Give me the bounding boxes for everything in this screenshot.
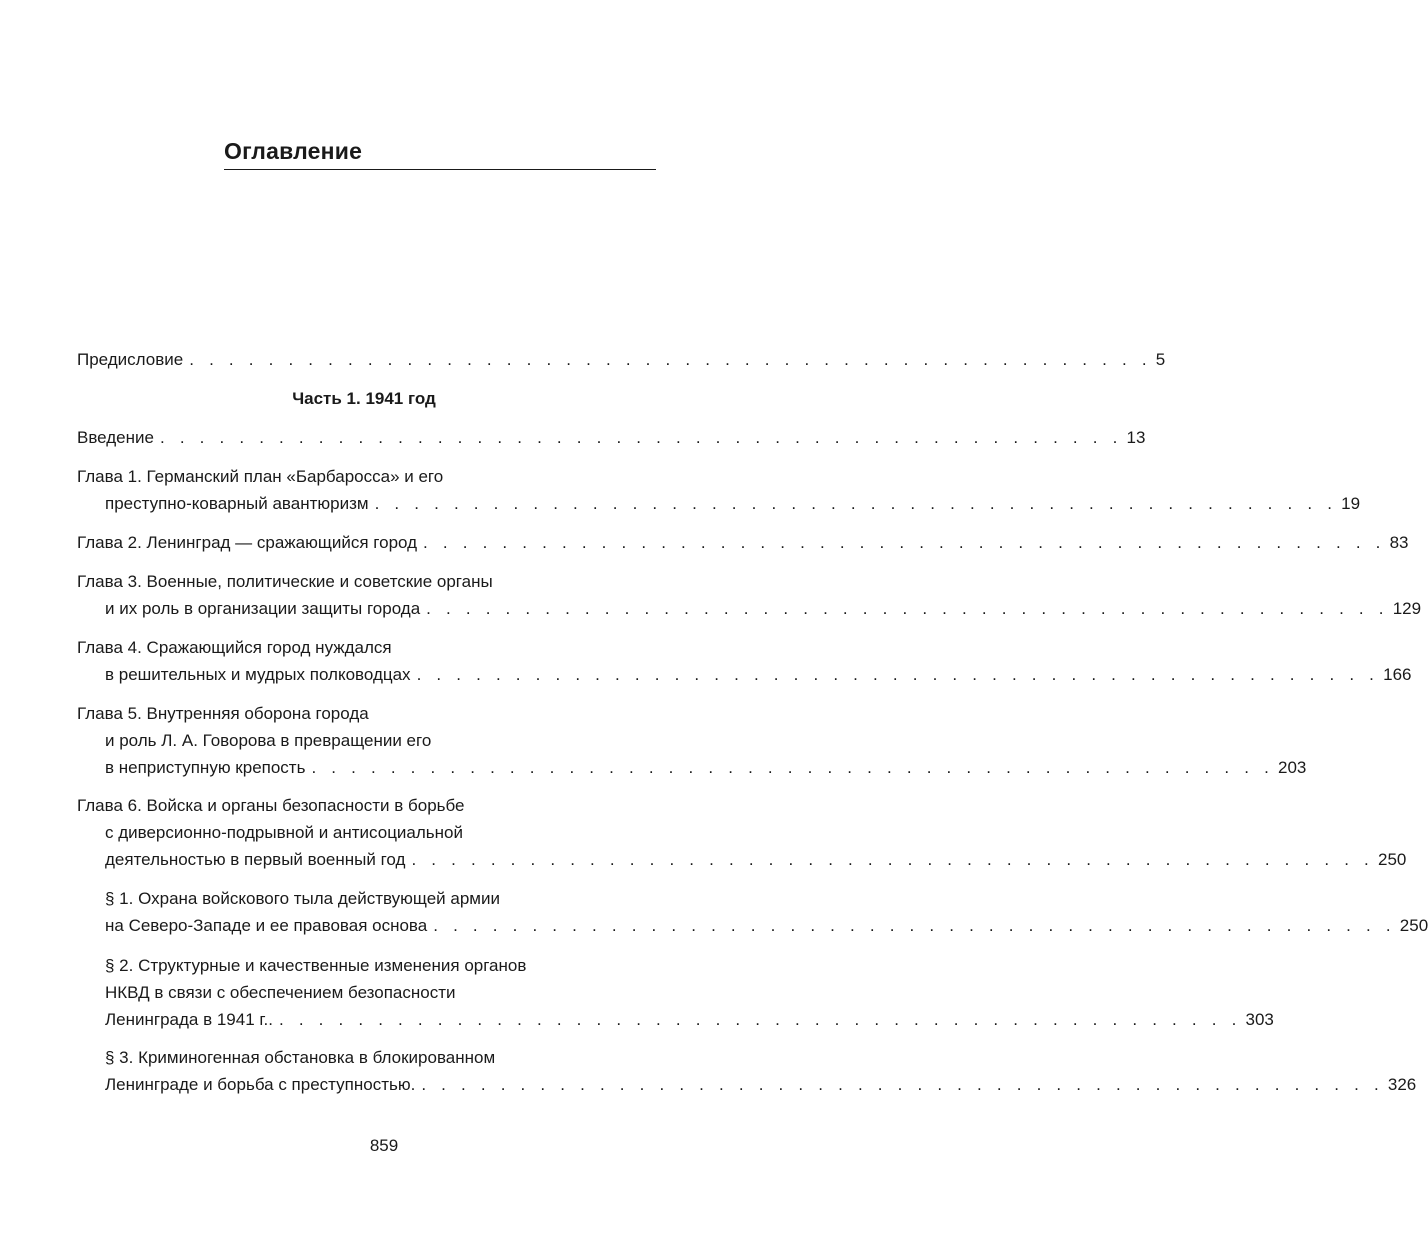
toc-entry-ch3-line1[interactable] (77, 570, 651, 594)
toc-heading (224, 136, 656, 170)
toc-entry-text: и их роль в организации защиты города (105, 599, 421, 618)
dot-leader: . . . . . . . . . . . . . . . . . . . . . . . . . . . . . . . . . . . . . . . . . . . . . . . . . (411, 850, 1374, 869)
toc-page-number: 303 (1245, 1010, 1274, 1029)
dot-leader: . . . . . . . . . . . . . . . . . . . . . . . . . . . . . . . . . . . . . . . . . . . . . . . . . (311, 758, 1274, 777)
dot-leader: . . . . . . . . . . . . . . . . . . . . . . . . . . . . . . . . . . . . . . . . . . . . . . . . . (189, 350, 1152, 369)
toc-entry-ch1[interactable] (105, 492, 1361, 516)
toc-page-number: 250 (1377, 850, 1407, 869)
toc-entry-text: Глава 4. Сражающийся город нуждался (77, 638, 392, 657)
toc-entry-text: § 2. Структурные и качественные изменения органов (105, 956, 527, 975)
toc-entry-text: с диверсионно-подрывной и антисоциальной (105, 823, 463, 842)
toc-entry-ch2[interactable] (77, 531, 1409, 555)
toc-entry-s1-line1[interactable] (105, 887, 651, 911)
toc-page-number: 326 (1387, 1075, 1417, 1094)
toc-entry-s2[interactable] (105, 1008, 1274, 1032)
toc-page-number: 129 (1392, 599, 1422, 618)
toc-entry-text: на Северо-Западе и ее правовая основа (105, 916, 428, 935)
toc-entry-text: Ленинграде и борьба с преступностью. (105, 1075, 416, 1094)
toc-entry-ch5[interactable] (105, 756, 1307, 780)
dot-leader: . . . . . . . . . . . . . . . . . . . . . . . . . . . . . . . . . . . . . . . . . . . . . . . . . (159, 428, 1123, 447)
toc-entry-preface[interactable] (77, 348, 1166, 372)
toc-entry-s1[interactable] (105, 914, 1428, 938)
toc-entry-text: Глава 6. Войска и органы безопасности в борьбе (77, 796, 465, 815)
toc-entry-ch5-line2[interactable] (105, 729, 651, 753)
toc-entry-ch1-line1[interactable] (77, 465, 651, 489)
toc-entry-text: Глава 3. Военные, политические и советские органы (77, 572, 493, 591)
toc-entry-text: Введение (77, 428, 154, 447)
toc-entry-text: Предисловие (77, 350, 184, 369)
toc-entry-text: Глава 5. Внутренняя оборона города (77, 704, 369, 723)
toc-entry-ch3[interactable] (105, 597, 1422, 621)
part-title: Часть 1. 1941 год (292, 389, 436, 408)
toc-heading-text: Оглавление (224, 138, 363, 164)
dot-leader: . . . . . . . . . . . . . . . . . . . . . . . . . . . . . . . . . . . . . . . . . . . . . . . . . (423, 533, 1386, 552)
dot-leader: . . . . . . . . . . . . . . . . . . . . . . . . . . . . . . . . . . . . . . . . . . . . . . . . . (278, 1010, 1242, 1029)
toc-entry-text: преступно-коварный авантюризм (105, 494, 369, 513)
toc-entry-text: деятельностью в первый военный год (105, 850, 406, 869)
toc-entry-text: в решительных и мудрых полководцах (105, 665, 411, 684)
dot-leader: . . . . . . . . . . . . . . . . . . . . . . . . . . . . . . . . . . . . . . . . . . . . . . . . . (421, 1075, 1384, 1094)
toc-page-number: 166 (1383, 665, 1412, 684)
toc-entry-ch6-line1[interactable] (77, 794, 651, 818)
toc-entry-text: § 3. Криминогенная обстановка в блокированном (105, 1048, 496, 1067)
toc-entry-s2-line2[interactable] (105, 981, 651, 1005)
dot-leader: . . . . . . . . . . . . . . . . . . . . . . . . . . . . . . . . . . . . . . . . . . . . . . . . . (433, 916, 1396, 935)
toc-entry-ch4[interactable] (105, 663, 1412, 687)
dot-leader: . . . . . . . . . . . . . . . . . . . . . . . . . . . . . . . . . . . . . . . . . . . . . . . . . (374, 494, 1338, 513)
toc-entry-text: § 1. Охрана войскового тыла действующей армии (105, 889, 500, 908)
toc-entry-s2-line1[interactable] (105, 954, 651, 978)
toc-entry-s3-line1[interactable] (105, 1046, 651, 1070)
toc-page-number: 19 (1341, 494, 1361, 513)
toc-entry-ch4-line1[interactable] (77, 636, 651, 660)
toc-entry-text: в неприступную крепость (105, 758, 306, 777)
page-number: 859 (369, 1136, 399, 1155)
toc-entry-text: Ленинграда в 1941 г.. (105, 1010, 273, 1029)
toc-page-number: 203 (1278, 758, 1307, 777)
toc-entry-text: НКВД в связи с обеспечением безопасности (105, 983, 456, 1002)
toc-entry-intro[interactable] (77, 426, 1146, 450)
toc-entry-text: Глава 2. Ленинград — сражающийся город (77, 533, 418, 552)
toc-page-number: 250 (1399, 916, 1428, 935)
toc-page-number: 5 (1155, 350, 1166, 369)
toc-page-number: 13 (1126, 428, 1146, 447)
toc-page-number: 83 (1389, 533, 1409, 552)
toc-entry-text: Глава 1. Германский план «Барбаросса» и его (77, 467, 444, 486)
toc-entry-ch6-line2[interactable] (105, 821, 651, 845)
toc-entry-ch6[interactable] (105, 848, 1407, 872)
toc-entry-ch5-line1[interactable] (77, 702, 651, 726)
toc-entry-s3[interactable] (105, 1073, 1417, 1097)
dot-leader: . . . . . . . . . . . . . . . . . . . . . . . . . . . . . . . . . . . . . . . . . . . . . . . . . (416, 665, 1380, 684)
dot-leader: . . . . . . . . . . . . . . . . . . . . . . . . . . . . . . . . . . . . . . . . . . . . . . . . . (426, 599, 1389, 618)
toc-entry-text: и роль Л. А. Говорова в превращении его (105, 731, 432, 750)
